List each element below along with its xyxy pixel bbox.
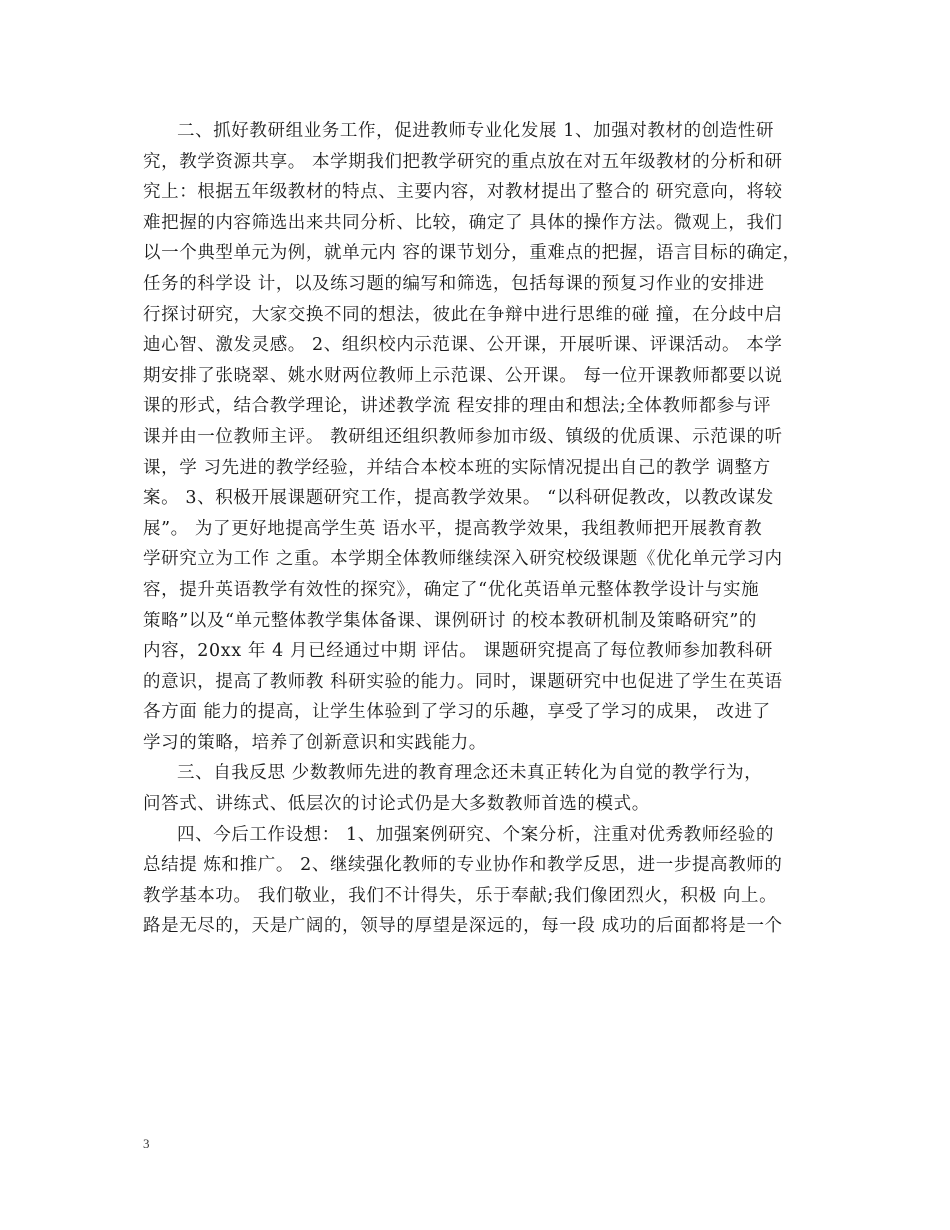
paragraph-line: 的意识，提高了教师教 科研实验的能力。同时，课题研究中也促进了学生在英语 <box>143 671 783 692</box>
paragraph-line: 究上：根据五年级教材的特点、主要内容，对教材提出了整合的 研究意向，将较 <box>143 182 783 203</box>
paragraph-line: 课并由一位教师主评。 教研组还组织教师参加市级、镇级的优质课、示范课的听 <box>143 426 783 447</box>
paragraph-line: 教学基本功。 我们敬业，我们不计得失，乐于奉献;我们像团烈火，积极 向上。 <box>143 885 778 906</box>
paragraph-line: 三、自我反思 少数教师先进的教育理念还未真正转化为自觉的教学行为， <box>177 763 763 784</box>
paragraph-line: 究，教学资源共享。 本学期我们把教学研究的重点放在对五年级教材的分析和研 <box>143 151 783 172</box>
paragraph-line: 总结提 炼和推广。 2、继续强化教师的专业协作和教学反思，进一步提高教师的 <box>143 855 783 876</box>
body-text <box>143 116 823 942</box>
paragraph-line: 路是无尽的，天是广阔的，领导的厚望是深远的，每一段 成功的后面都将是一个 <box>143 916 783 937</box>
paragraph-line: 期安排了张晓翠、姚水财两位教师上示范课、公开课。 每一位开课教师都要以说 <box>143 365 783 386</box>
paragraph-line: 四、今后工作设想： 1、加强案例研究、个案分析，注重对优秀教师经验的 <box>177 824 775 845</box>
paragraph-line: 行探讨研究，大家交换不同的想法，彼此在争辩中进行思维的碰 撞，在分歧中启 <box>143 304 783 325</box>
paragraph-line: 任务的科学设 计，以及练习题的编写和筛选，包括每课的预复习作业的安排进 <box>143 273 765 294</box>
paragraph-line: 案。 3、积极开展课题研究工作，提高教学效果。 “以科研促教改，以教改谋发 <box>143 488 774 509</box>
paragraph-line: 容，提升英语教学有效性的探究》，确定了“优化英语单元整体教学设计与实施 <box>143 579 760 600</box>
paragraph-line: 内容，20xx 年 4 月已经通过中期 评估。 课题研究提高了每位教师参加教科研 <box>143 641 773 662</box>
paragraph-line: 迪心智、激发灵感。 2、组织校内示范课、公开课，开展听课、评课活动。 本学 <box>143 335 783 356</box>
paragraph-line: 各方面 能力的提高，让学生体验到了学习的乐趣，享受了学习的成果， 改进了 <box>143 702 771 723</box>
paragraph-line: 学研究立为工作 之重。本学期全体教师继续深入研究校级课题《优化单元学习内 <box>143 549 783 570</box>
paragraph-line: 二、抓好教研组业务工作，促进教师专业化发展 1、加强对教材的创造性研 <box>177 121 775 141</box>
paragraph-line: 学习的策略，培养了创新意识和实践能力。 <box>143 732 487 753</box>
page-number: 3 <box>143 1136 150 1151</box>
paragraph-line: 课，学 习先进的教学经验，并结合本校本班的实际情况提出自己的教学 调整方 <box>143 457 771 478</box>
paragraph-line: 展”。 为了更好地提高学生英 语水平，提高教学效果，我组教师把开展教育教 <box>143 518 763 539</box>
paragraph-line: 策略”以及“单元整体教学集体备课、课例研讨 的校本教研机制及策略研究”的 <box>143 610 757 631</box>
paragraph-line: 课的形式，结合教学理论，讲述教学流 程安排的理由和想法;全体教师都参与评 <box>143 396 772 417</box>
paragraph-line: 难把握的内容筛选出来共同分析、比较，确定了 具体的操作方法。微观上，我们 <box>143 212 783 233</box>
paragraph-line: 问答式、讲练式、低层次的讨论式仍是大多数教师首选的模式。 <box>143 794 650 815</box>
paragraph-line: 以一个典型单元为例，就单元内 容的课节划分，重难点的把握，语言目标的确定， <box>143 243 801 264</box>
